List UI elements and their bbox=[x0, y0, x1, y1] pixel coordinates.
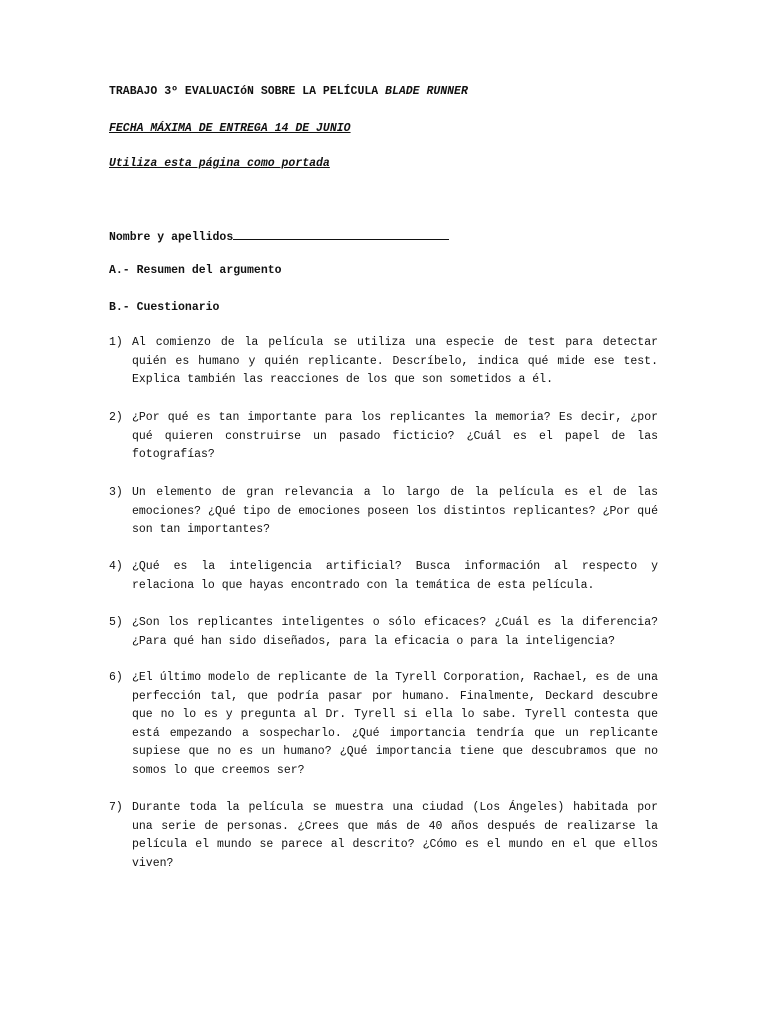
question-text: ¿Son los replicantes inteligentes o sólo eficaces? ¿Cuál es la diferencia? ¿Para qué han sido diseñados, para la eficacia o para la inteligencia? bbox=[132, 616, 658, 648]
question-text: ¿El último modelo de replicante de la Tyrell Corporation, Rachael, es de una perfección tal, que podría pasar por humano. Finalmente, Deckard descubre que no lo es y pregunta al Dr. Tyrell si ella lo sabe. Tyrell contesta que está empezando a sospecharlo. ¿Qué importancia tendría que un replicante supiese que no es un humano? ¿Qué importancia tiene que descubramos que no somos lo que creemos ser? bbox=[132, 671, 658, 777]
name-label: Nombre y apellidos bbox=[109, 231, 234, 244]
section-a-heading: A.- Resumen del argumento bbox=[109, 264, 282, 277]
question-7 bbox=[109, 799, 658, 873]
question-3 bbox=[109, 484, 658, 540]
question-text: Un elemento de gran relevancia a lo largo de la película es el de las emociones? ¿Qué tipo de emociones poseen los distintos replicantes? ¿Por qué son tan importantes? bbox=[132, 486, 658, 537]
question-number: 6) bbox=[109, 671, 123, 684]
question-number: 5) bbox=[109, 616, 123, 629]
document-title bbox=[109, 85, 468, 98]
deadline-line: FECHA MÁXIMA DE ENTREGA 14 DE JUNIO bbox=[109, 122, 351, 135]
question-number: 1) bbox=[109, 336, 123, 349]
question-text: ¿Qué es la inteligencia artificial? Busca información al respecto y relaciona lo que hayas encontrado con la temática de esta película. bbox=[132, 560, 658, 592]
question-number: 2) bbox=[109, 411, 123, 424]
question-number: 7) bbox=[109, 801, 123, 814]
question-5 bbox=[109, 614, 658, 651]
question-text: Durante toda la película se muestra una ciudad (Los Ángeles) habitada por una serie de personas. ¿Crees que más de 40 años después de realizarse la película el mundo se parece al descrito? ¿Cómo es el mundo en el que ellos viven? bbox=[132, 801, 658, 870]
section-b-heading: B.- Cuestionario bbox=[109, 301, 220, 314]
question-number: 4) bbox=[109, 560, 123, 573]
question-6 bbox=[109, 669, 658, 781]
name-blank-line bbox=[233, 228, 449, 240]
question-text: Al comienzo de la película se utiliza una especie de test para detectar quién es humano y quién replicante. Descríbelo, indica qué mide ese test. Explica también las reacciones de los que son sometidos a él. bbox=[132, 336, 658, 387]
name-field-row bbox=[109, 228, 449, 244]
title-prefix: TRABAJO 3º EVALUACIóN SOBRE LA PELÍCULA bbox=[109, 85, 386, 98]
question-1 bbox=[109, 334, 658, 390]
question-2 bbox=[109, 409, 658, 465]
question-text: ¿Por qué es tan importante para los replicantes la memoria? Es decir, ¿por qué quieren construirse un pasado ficticio? ¿Cuál es el papel de las fotografías? bbox=[132, 411, 658, 462]
question-4 bbox=[109, 558, 658, 595]
question-number: 3) bbox=[109, 486, 123, 499]
cover-note: Utiliza esta página como portada bbox=[109, 157, 330, 170]
film-title: BLADE RUNNER bbox=[385, 85, 468, 98]
